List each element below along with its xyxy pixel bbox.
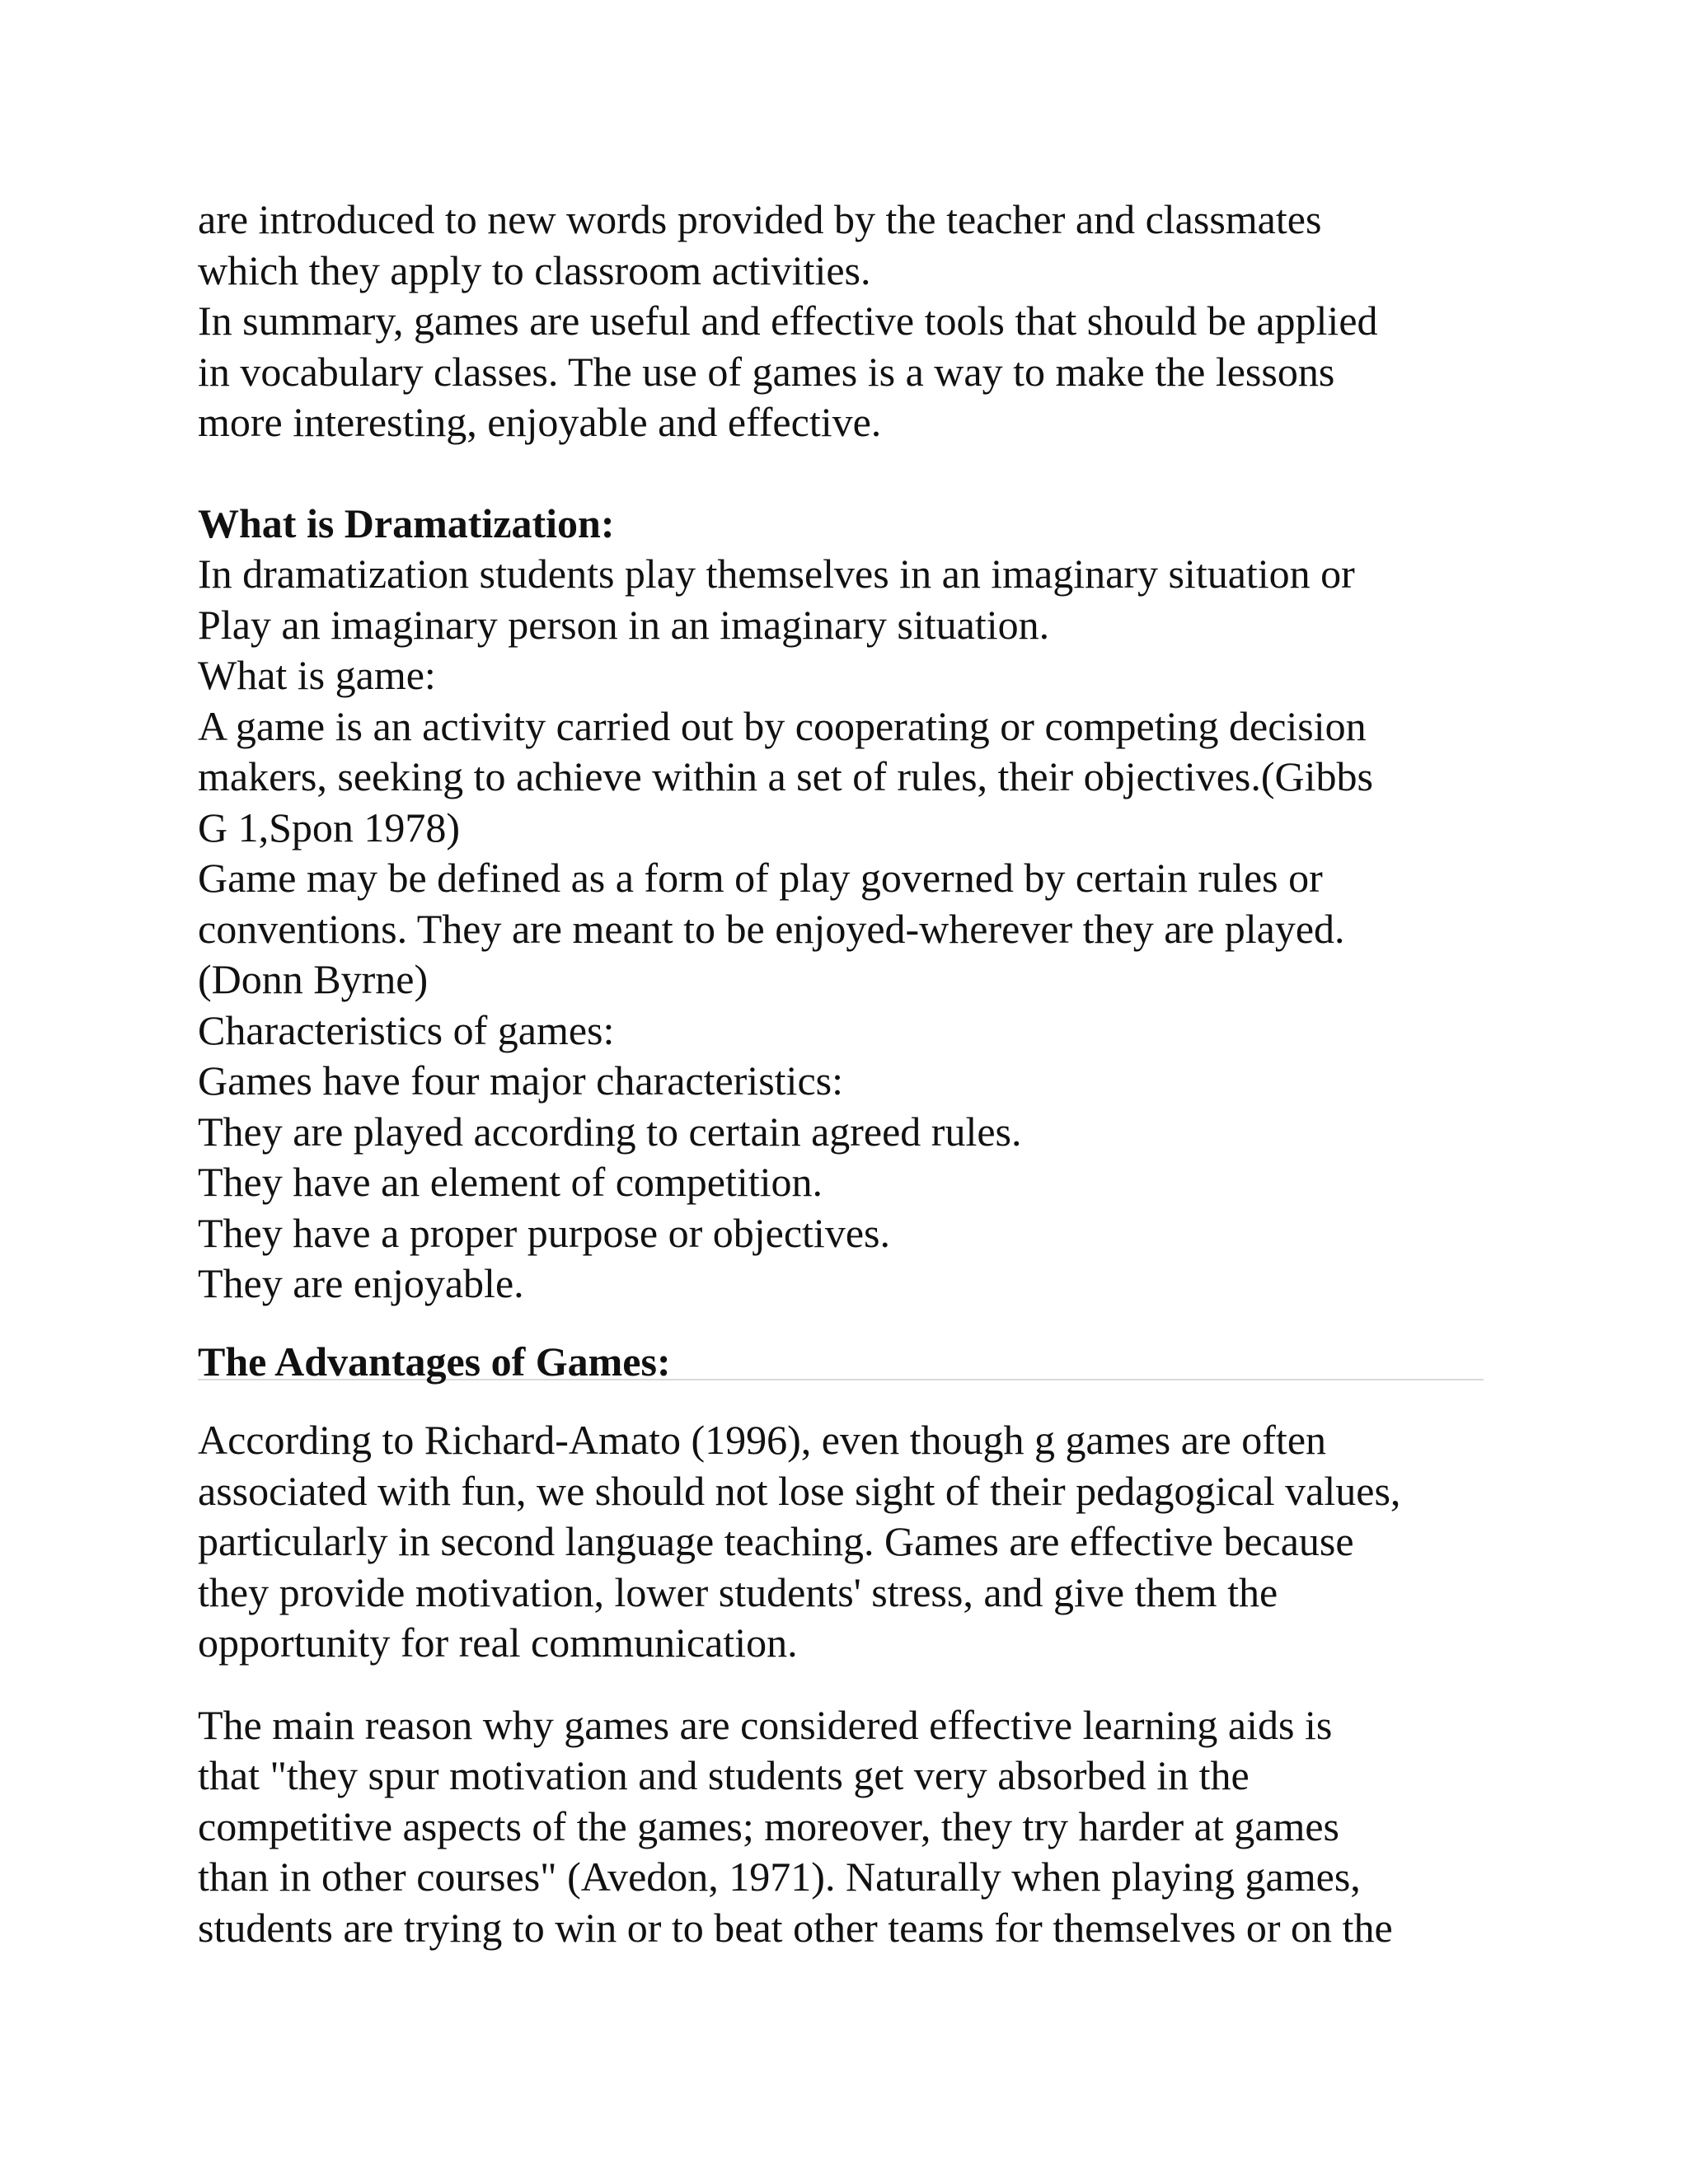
text-line: In dramatization students play themselves in an imaginary situation or [198, 551, 1355, 597]
text-line: The main reason why games are considered effective learning aids is [198, 1701, 1333, 1748]
text-line: Games have four major characteristics: [198, 1057, 843, 1104]
text-line: competitive aspects of the games; moreover, they try harder at games [198, 1802, 1339, 1849]
advantages-paragraph-1 [198, 1415, 1484, 1669]
text-line: Characteristics of games: [198, 1006, 615, 1053]
text-line: students are trying to win or to beat other teams for themselves or on the [198, 1904, 1393, 1951]
text-line: particularly in second language teaching. Games are effective because [198, 1518, 1354, 1564]
text-line: They have an element of competition. [198, 1159, 823, 1205]
text-line: (Donn Byrne) [198, 956, 429, 1002]
text-line: G 1,Spon 1978) [198, 804, 461, 851]
text-line: in vocabulary classes. The use of games is a way to make the lessons [198, 348, 1335, 395]
text-line: are introduced to new words provided by the teacher and classmates [198, 196, 1322, 242]
dramatization-body [198, 549, 1484, 1310]
document-page [198, 194, 1484, 1953]
text-line: they provide motivation, lower students' stress, and give them the [198, 1568, 1278, 1615]
text-line: associated with fun, we should not lose sight of their pedagogical values, [198, 1467, 1401, 1514]
text-line: than in other courses" (Avedon, 1971). Naturally when playing games, [198, 1854, 1361, 1900]
text-line: They have a proper purpose or objectives. [198, 1209, 890, 1256]
text-line: In summary, games are useful and effective tools that should be applied [198, 298, 1378, 344]
summary-paragraph [198, 296, 1484, 448]
text-line: According to Richard-Amato (1996), even though g games are often [198, 1417, 1327, 1463]
text-line: opportunity for real communication. [198, 1619, 798, 1666]
text-line: which they apply to classroom activities. [198, 246, 871, 293]
text-line: conventions. They are meant to be enjoyed-wherever they are played. [198, 905, 1345, 952]
text-line: A game is an activity carried out by cooperating or competing decision [198, 702, 1367, 749]
text-line: Play an imaginary person in an imaginary situation. [198, 601, 1050, 648]
text-line: more interesting, enjoyable and effective. [198, 399, 882, 445]
text-line: They are played according to certain agreed rules. [198, 1108, 1022, 1155]
text-line: They are enjoyable. [198, 1260, 524, 1306]
intro-paragraph [198, 194, 1484, 296]
text-line: Game may be defined as a form of play governed by certain rules or [198, 855, 1323, 901]
advantages-heading: The Advantages of Games: [198, 1338, 671, 1385]
dramatization-heading: What is Dramatization: [198, 499, 615, 546]
text-line: makers, seeking to achieve within a set of rules, their objectives.(Gibbs [198, 753, 1373, 799]
text-line: What is game: [198, 652, 436, 698]
text-line: that "they spur motivation and students get very absorbed in the [198, 1752, 1250, 1798]
advantages-paragraph-2 [198, 1700, 1484, 1954]
